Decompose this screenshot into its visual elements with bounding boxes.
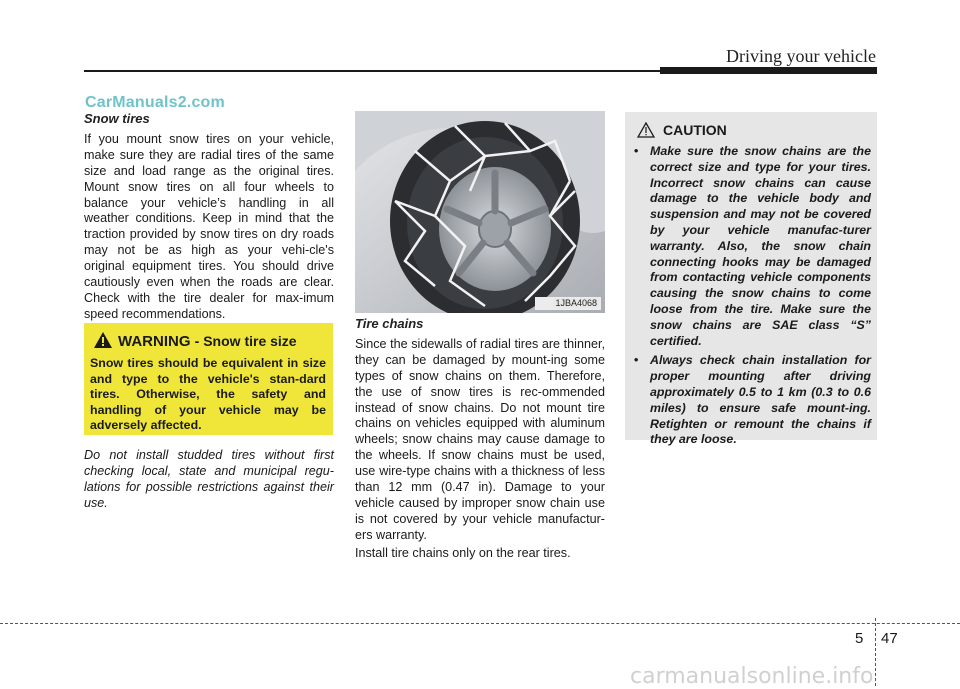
tire-chain-photo <box>355 111 605 313</box>
caution-item-text: Always check chain installation for proper mounting after driving approximately 0.5 to 1 km (0.3 to 0.6 miles) to ensure safe mount-ing. Retighten or remount the chains if they are loose. <box>650 353 871 447</box>
caution-list <box>631 144 871 452</box>
snow-tires-body: If you mount snow tires on your vehicle, make sure they are radial tires of the same size and load range as the original tires. Mount snow tires on all four wheels to balance your vehicle’s handling in all weather conditions. Keep in mind that the traction provided by snow tires on dry roads may not be as high as your vehi-cle's original equipment tires. You should drive cautiously even when the roads are clear. Check with the tire dealer for max-imum speed recommendations. <box>84 131 334 321</box>
warning-text: Snow tires should be equivalent in size and type to the vehicle's stan-dard tires. Otherwise, the safety and handling of your vehicle may be adversely affected. <box>90 356 326 432</box>
bullet-icon: • <box>634 144 639 158</box>
caution-item <box>631 353 871 448</box>
watermark-top[interactable]: CarManuals2.com <box>85 94 225 111</box>
tire-with-chain-illustration <box>355 111 605 313</box>
warning-header <box>94 332 297 352</box>
caution-header <box>637 122 727 141</box>
header-rule <box>84 70 664 72</box>
header-rule-thick <box>660 67 877 74</box>
snow-tires-heading: Snow tires <box>84 111 150 126</box>
chapter-number: 5 <box>855 630 864 647</box>
studded-tires-note: Do not install studded tires without first checking local, state and municipal regu-lations for possible restrictions against their use. <box>84 448 334 510</box>
caution-label: CAUTION <box>663 122 727 138</box>
warning-subtitle: - Snow tire size <box>194 333 297 349</box>
watermark-bottom[interactable]: carmanualsonline.info <box>630 664 874 689</box>
page-number: 47 <box>881 630 898 647</box>
tire-chains-heading: Tire chains <box>355 316 424 331</box>
tire-chains-body: Since the sidewalls of radial tires are thinner, they can be damaged by mount-ing some types of snow chains on them. Therefore, the use of snow tires is rec-ommended instead of snow chains. Do not mount tire chains on vehicles equipped with aluminum wheels; snow chains may cause damage to the wheels. If snow chains must be used, use wire-type chains with a thickness of less than 12 mm (0.47 in). Damage to your vehicle caused by improper snow chain use is not covered by your vehicle manufactur-ers warranty. <box>355 336 605 542</box>
warning-triangle-icon <box>94 332 112 352</box>
tire-chains-rear-note: Install tire chains only on the rear tires. <box>355 545 571 560</box>
page-number-separator <box>875 618 876 686</box>
caution-box <box>625 112 877 447</box>
bullet-icon: • <box>634 353 639 368</box>
tire-chains-section <box>355 316 605 564</box>
caution-item <box>631 144 871 349</box>
warning-box <box>84 323 333 435</box>
caution-triangle-icon <box>637 122 655 141</box>
warning-label: WARNING <box>118 333 191 350</box>
section-title: Driving your vehicle <box>726 46 876 66</box>
snow-tires-section <box>84 111 334 325</box>
figure-caption: 1JBA4068 <box>555 298 597 308</box>
footer-divider <box>0 623 960 624</box>
caution-item-text: Make sure the snow chains are the correct size and type for your tires. Incorrect snow chains can cause damage to the vehicle body and suspension and may not be covered by your vehicle manufac-turer warranty. Also, the snow chain connecting hooks may be damaged from contacting vehicle components causing the snow chains to come loose from the tire. Make sure the snow chains are SAE class “S” certified. <box>650 144 871 348</box>
